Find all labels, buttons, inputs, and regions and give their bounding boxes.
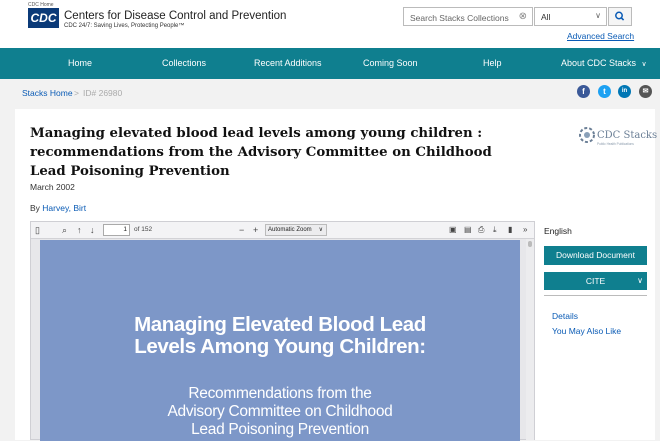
search-button[interactable]: [608, 7, 632, 26]
advanced-search-link[interactable]: Advanced Search: [567, 31, 635, 41]
pdf-toolbar: [31, 222, 534, 239]
presentation-mode-icon[interactable]: ▣: [449, 225, 457, 234]
nav-about[interactable]: [561, 48, 647, 79]
details-link[interactable]: Details: [552, 311, 578, 321]
breadcrumb-bar: [0, 79, 660, 105]
previous-page-icon[interactable]: ↑: [77, 225, 82, 235]
search-input[interactable]: [404, 10, 532, 27]
document-language: English: [544, 226, 572, 236]
pdf-subheading-line: Recommendations from the: [188, 385, 372, 402]
nav-collections[interactable]: Collections: [162, 58, 207, 68]
pdf-page: [40, 240, 520, 441]
chevron-down-icon: ∨: [595, 11, 601, 20]
open-file-icon[interactable]: ▤: [464, 225, 472, 234]
chevron-down-icon: ∨: [641, 61, 647, 68]
email-icon[interactable]: ✉: [639, 85, 652, 98]
nav-home[interactable]: Home: [68, 58, 93, 68]
find-icon[interactable]: ⌕: [62, 225, 68, 235]
stacks-logo-name: CDC Stacks: [597, 130, 658, 141]
search-scope-value: All: [541, 12, 551, 22]
pdf-heading-line: Levels Among Young Children:: [134, 335, 426, 358]
clear-search-icon[interactable]: ⊗: [518, 11, 527, 22]
cdc-logo[interactable]: CDC: [28, 8, 59, 28]
chevron-down-icon: ∨: [318, 227, 323, 233]
breadcrumb-separator: >: [74, 88, 79, 98]
nav-help[interactable]: Help: [483, 58, 502, 68]
print-icon[interactable]: ⎙: [478, 225, 485, 234]
breadcrumb-current: ID# 26980: [83, 88, 123, 98]
pdf-heading-line: Managing Elevated Blood Lead: [134, 313, 426, 336]
sidebar-divider: [544, 295, 647, 296]
site-header: [0, 0, 660, 48]
download-icon[interactable]: ⤓: [493, 225, 497, 234]
cite-button[interactable]: [544, 272, 647, 290]
cdc-stacks-logo: [578, 124, 658, 150]
document-author: [30, 203, 86, 213]
download-document-button[interactable]: Download Document: [544, 246, 647, 265]
twitter-icon[interactable]: t: [598, 85, 611, 98]
search-icon: [609, 8, 631, 25]
pdf-subheading-line: Lead Poisoning Prevention: [191, 421, 369, 438]
nav-coming-soon[interactable]: Coming Soon: [363, 58, 418, 68]
page-count: of 152: [134, 226, 153, 233]
document-title: Managing elevated blood lead levels among young children : recommendations from the Advisory Committee on Childhood Lead Poisoning Prevention: [30, 126, 492, 179]
you-may-also-like-link[interactable]: You May Also Like: [552, 326, 622, 336]
pdf-subheading: [40, 385, 520, 439]
facebook-icon[interactable]: f: [577, 85, 590, 98]
pdf-scrollbar[interactable]: [526, 239, 534, 440]
document-date: March 2002: [30, 182, 75, 192]
tools-menu-icon[interactable]: »: [523, 225, 528, 234]
org-name: Centers for Disease Control and Prevention: [64, 10, 287, 22]
nav-recent-additions[interactable]: Recent Additions: [254, 58, 322, 68]
pdf-scrollbar-thumb[interactable]: [528, 241, 532, 247]
bookmark-icon[interactable]: ▮: [508, 225, 513, 234]
zoom-out-icon[interactable]: −: [239, 225, 245, 235]
search-box: [403, 7, 533, 26]
cite-label: CITE: [585, 276, 606, 286]
author-link[interactable]: Harvey, Birt: [42, 203, 87, 213]
org-tagline: CDC 24/7: Saving Lives, Protecting People™: [64, 23, 185, 29]
zoom-select[interactable]: [265, 224, 327, 236]
zoom-value: Automatic Zoom: [268, 227, 312, 233]
pdf-viewer: [30, 221, 535, 440]
nav-about-label: About CDC Stacks: [561, 58, 637, 68]
next-page-icon[interactable]: ↓: [90, 225, 95, 235]
by-label: By: [30, 203, 40, 213]
cdc-home-link[interactable]: CDC Home: [28, 2, 54, 8]
breadcrumb-home[interactable]: Stacks Home: [22, 88, 73, 98]
search-scope-select[interactable]: [534, 7, 607, 26]
chevron-down-icon: ∨: [637, 276, 643, 285]
stacks-logo-subtitle: Public Health Publications: [597, 142, 634, 146]
page-number-input[interactable]: 1: [103, 224, 130, 236]
pdf-heading: [40, 314, 520, 358]
sidebar-toggle-icon[interactable]: ▯: [35, 225, 40, 235]
pdf-subheading-line: Advisory Committee on Childhood: [167, 403, 393, 420]
main-nav: [0, 48, 660, 79]
zoom-in-icon[interactable]: +: [253, 225, 259, 235]
linkedin-icon[interactable]: in: [618, 85, 631, 98]
